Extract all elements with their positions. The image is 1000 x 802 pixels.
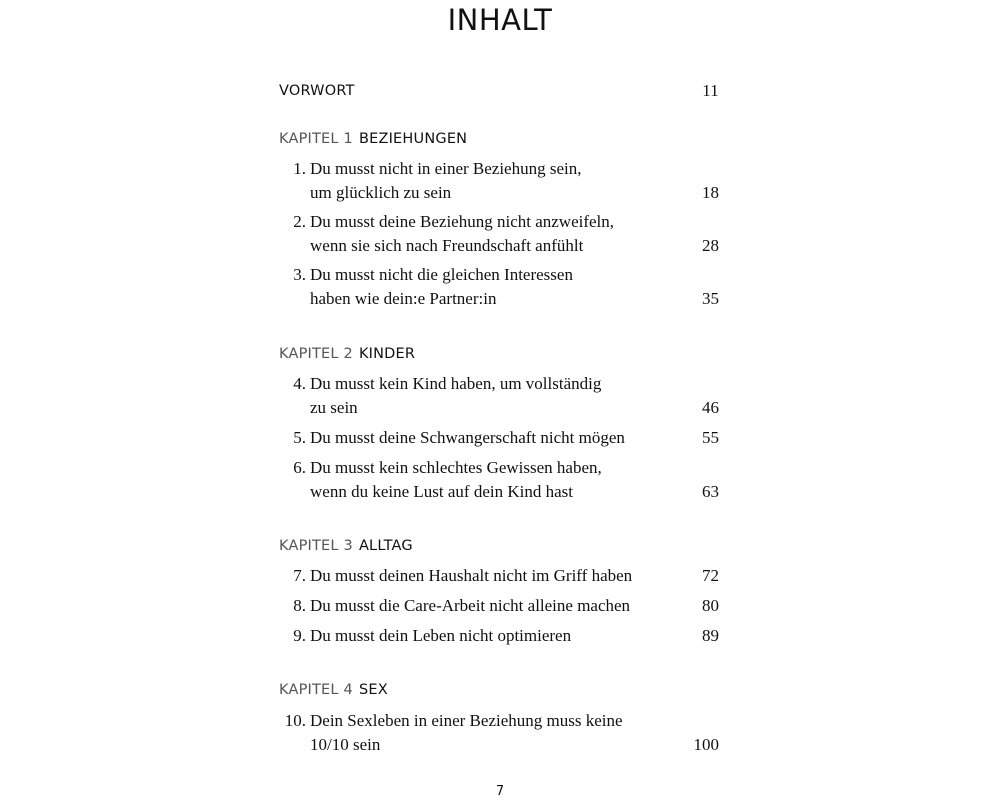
chapter-title: KINDER	[358, 346, 416, 362]
entry-title-line: wenn sie sich nach Freundschaft anfühlt	[310, 236, 584, 255]
chapter-label: KAPITEL 3	[279, 538, 353, 554]
chapter-title: SEX	[358, 682, 388, 698]
entry-page: 63	[702, 482, 719, 501]
entry-page: 46	[702, 398, 719, 417]
entry-title-line: um glücklich zu sein	[310, 183, 452, 202]
toc-entry-1	[279, 157, 719, 205]
entry-number: 1.	[293, 159, 306, 178]
toc-entry-6	[279, 456, 719, 504]
toc-entry-3	[279, 263, 719, 311]
toc-entry-4	[279, 372, 719, 420]
entry-title-line: Du musst dein Leben nicht optimieren	[310, 626, 572, 645]
entry-title-line: Du musst nicht die gleichen Interessen	[310, 265, 573, 284]
entry-number: 4.	[293, 374, 306, 393]
entry-number: 2.	[293, 212, 306, 231]
vorwort-label: VORWORT	[279, 83, 355, 99]
chapter-heading-3	[279, 535, 719, 557]
page-number: 7	[495, 784, 505, 799]
entry-title-line: wenn du keine Lust auf dein Kind hast	[310, 482, 573, 501]
entry-number: 5.	[293, 428, 306, 447]
chapter-label: KAPITEL 4	[279, 682, 353, 698]
entry-title-line: Du musst deine Schwangerschaft nicht mögen	[310, 428, 625, 447]
page-title: INHALT	[447, 3, 553, 37]
entry-number: 8.	[293, 596, 306, 615]
entry-title-line: Du musst deinen Haushalt nicht im Griff haben	[310, 566, 633, 585]
entry-page: 89	[702, 626, 719, 645]
entry-page: 80	[702, 596, 719, 615]
toc-entry-5	[279, 426, 719, 450]
entry-title-line: zu sein	[310, 398, 358, 417]
chapter-heading-4	[279, 679, 719, 701]
entry-number: 10.	[284, 711, 306, 730]
entry-page: 18	[702, 183, 719, 202]
toc-entry-10	[279, 709, 719, 757]
chapter-title: BEZIEHUNGEN	[358, 131, 468, 147]
toc-entry-2	[279, 210, 719, 258]
chapter-label: KAPITEL 1	[279, 131, 353, 147]
chapter-label: KAPITEL 2	[279, 346, 353, 362]
entry-title-line: Du musst kein Kind haben, um vollständig	[310, 374, 602, 393]
toc-entry-9	[279, 624, 719, 648]
entry-title-line: Dein Sexleben in einer Beziehung muss keine	[310, 711, 623, 730]
entry-page: 72	[702, 566, 719, 585]
chapter-title: ALLTAG	[358, 538, 413, 554]
entry-number: 6.	[293, 458, 306, 477]
entry-page: 35	[702, 289, 719, 308]
toc-vorwort	[279, 80, 719, 102]
entry-page: 100	[693, 735, 719, 754]
toc-entry-8	[279, 594, 719, 618]
entry-title-line: Du musst kein schlechtes Gewissen haben,	[310, 458, 602, 477]
entry-title-line: 10/10 sein	[310, 735, 381, 754]
entry-title-line: Du musst die Care-Arbeit nicht alleine machen	[310, 596, 631, 615]
chapter-heading-2	[279, 343, 719, 365]
entry-number: 3.	[293, 265, 306, 284]
entry-page: 55	[702, 428, 719, 447]
entry-number: 7.	[293, 566, 306, 585]
entry-title-line: Du musst nicht in einer Beziehung sein,	[310, 159, 582, 178]
vorwort-page: 11	[702, 81, 719, 100]
entry-page: 28	[702, 236, 719, 255]
entry-number: 9.	[293, 626, 306, 645]
chapter-heading-1	[279, 128, 719, 150]
entry-title-line: haben wie dein:e Partner:in	[310, 289, 497, 308]
toc-entry-7	[279, 564, 719, 588]
entry-title-line: Du musst deine Beziehung nicht anzweifeln,	[310, 212, 615, 231]
